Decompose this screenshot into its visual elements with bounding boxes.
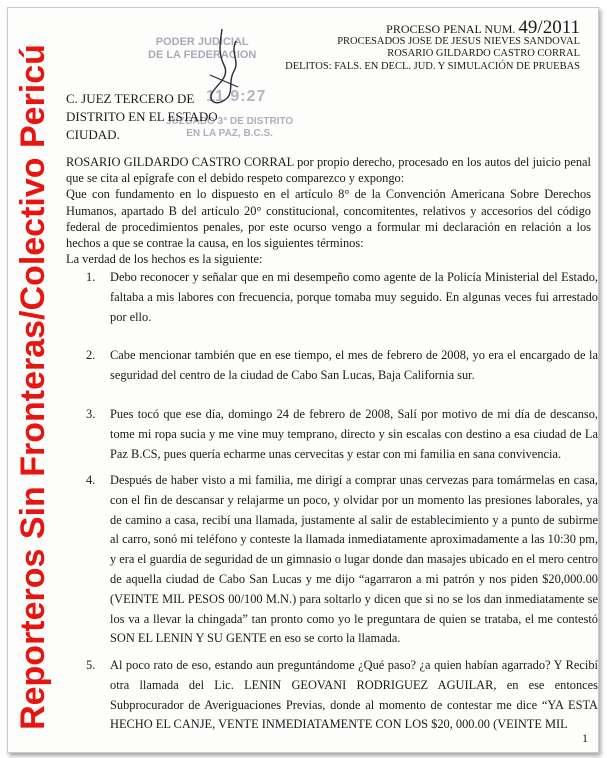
charges-line: DELITOS: FALS. EN DECL. JUD. Y SIMULACIÓN DE PRUEBAS — [285, 60, 580, 72]
document-page — [7, 7, 599, 753]
item-number: 1. — [86, 270, 96, 284]
defendant-second: ROSARIO GILDARDO CASTRO CORRAL — [387, 48, 580, 59]
statement-item — [86, 405, 598, 464]
addressee-line-3: CIUDAD. — [66, 127, 120, 142]
statement-item — [86, 346, 598, 386]
item-text: Después de haber visto a mi familia, me dirigí a comprar unas cervezas para tomármelas en casa, con el fin de descansar y relajarme un poco, y olvidar por un momento las presiones laborales, ya de camino a casa, recibí una llamada, justamente al salir de establecimiento y a punto de subirme al carro, sonó mi teléfono y conteste la llamada inmediatamente aproximadamente a las 10:30 pm, y era el guardia de seguridad de un gimnasio o lugar donde dan masajes ubicado en el mero centro de aquella ciudad de Cabo San Lucas y me dijo “agarraron a mi patrón y nos piden $20,000.00 (VEINTE MIL PESOS 00/100 M.N.) para soltarlo y dicen que si no se los dan inmediatamente se los va a llevar la chingada” tan pronto como yo le preguntara de quien se trataba, el me contestó SON EL LENIN Y SU GENTE en eso se corto la llamada. — [110, 473, 598, 646]
addressee-line-2: DISTRITO EN EL ESTADO — [66, 109, 218, 124]
intro-paragraph-1: ROSARIO GILDARDO CASTRO CORRAL por propio derecho, procesado en los autos del juicio penal que se cita al epígrafe con el debido respeto comparezco y expongo: — [66, 155, 591, 186]
statement-item — [86, 471, 598, 649]
statement-item — [86, 268, 598, 327]
watermark-text: Reporteros Sin Fronteras/Colectivo Pericú — [14, 44, 52, 730]
stamp-line-1: PODER JUDICIAL — [155, 36, 249, 48]
page-number: 1 — [582, 731, 588, 745]
stamp-line-2: DE LA FEDERACION — [148, 49, 257, 61]
addressee-block — [66, 90, 218, 144]
case-number-line — [285, 17, 580, 38]
item-text: Pues tocó que ese día, domingo 24 de febrero de 2008, Salí por motivo de mi día de descanso, tome mi ropa sucia y me vine muy temprano, directo y sin escalas con destino a esa ciudad de La Paz B.CS, pues quería echarme unas cervecitas y estar con mi familia en sana convivencia. — [110, 407, 598, 461]
intro-paragraph-3: La verdad de los hechos es la siguiente: — [66, 252, 263, 267]
stamp-line-4: EN LA PAZ, B.C.S. — [186, 128, 273, 139]
item-text: Cabe mencionar también que en ese tiempo, el mes de febrero de 2008, yo era el encargado de la seguridad del centro de la ciudad de Cabo San Lucas, Baja California sur. — [110, 348, 598, 382]
defendants-line: PROCESADOS JOSE DE JESUS NIEVES SANDOVAL — [337, 35, 580, 47]
item-number: 3. — [86, 407, 96, 421]
item-text: Debo reconocer y señalar que en mi desempeño como agente de la Policía Ministerial del Estado, faltaba a mis labores con frecuencia, porque tomaba muy seguido. En algunas veces fui arrestado por ello. — [110, 270, 598, 324]
item-number: 5. — [86, 658, 96, 672]
intro-text — [66, 154, 591, 267]
addressee-line-1: C. JUEZ TERCERO DE — [66, 91, 195, 106]
case-header — [285, 17, 580, 73]
statement-item — [86, 656, 598, 735]
case-number: 49/2011 — [518, 17, 580, 38]
item-number: 4. — [86, 473, 96, 487]
intro-paragraph-2: Que con fundamento en lo dispuesto en el artículo 8° de la Convención Americana Sobre Derechos Humanos, apartado B del artículo 20° constitucional, concomitentes, relativos y accesorios del código federal de procedimientos penales, por este ocurso vengo a formular mi declaración en relación a los hechos a que se contrae la causa, en los siguientes términos: — [66, 187, 591, 251]
item-number: 2. — [86, 348, 96, 362]
stamp-line-3: JUZGADO 3° DE DISTRITO — [166, 116, 294, 127]
case-label: PROCESO PENAL NUM. — [386, 22, 516, 36]
date-stamp: 11 9:27 — [206, 88, 267, 105]
item-text: Al poco rato de eso, estando aun preguntándome ¿Qué paso? ¿a quien habían agarrado? Y Recibí otra llamada del Lic. LENIN GEOVANI RODRIGUEZ AGUILAR, en ese entonces Subprocurador de Averiguaciones Previas, donde al momento de contestar me dice “YA ESTA HECHO EL CANJE, VENTE INMEDIATAMENTE CON LOS $20, 000.00 (VEINTE MIL — [110, 658, 598, 732]
